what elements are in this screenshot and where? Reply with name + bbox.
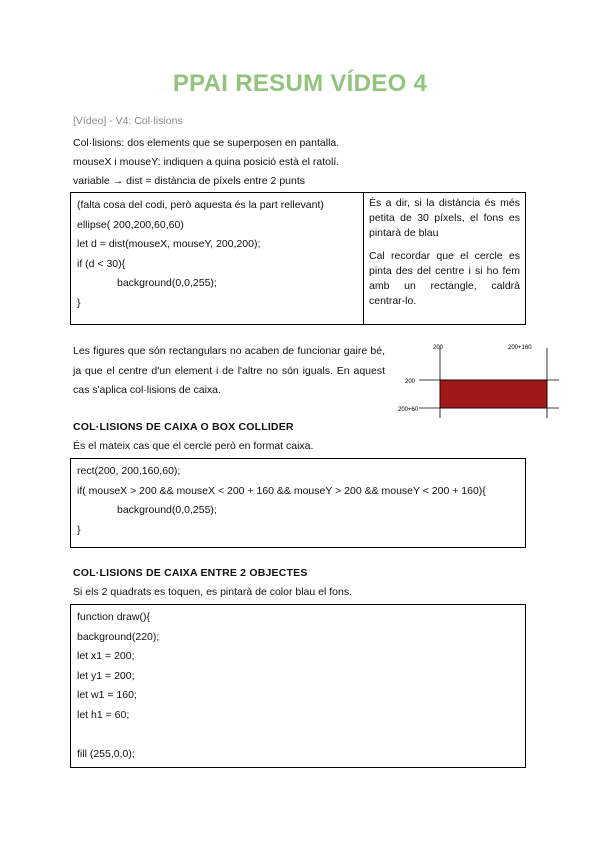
code-line: if (d < 30){ bbox=[77, 257, 126, 270]
note-cell bbox=[369, 196, 520, 309]
diagram-label: 200 bbox=[433, 345, 444, 351]
note-text: Cal recordar que el cercle es pinta des del centre i si ho fem amb un rectangle, caldrà centrar-lo. bbox=[369, 250, 520, 307]
code-line: fill (255,0,0); bbox=[77, 747, 135, 760]
code-line: function draw(){ bbox=[77, 611, 150, 623]
code-line: background(0,0,255); bbox=[117, 277, 217, 289]
code-line: let h1 = 60; bbox=[77, 708, 130, 721]
diagram-label: 200+160 bbox=[508, 345, 532, 351]
diagram-rectangle bbox=[440, 380, 547, 408]
subtitle: [Vídeo] - V4: Col·lisions bbox=[73, 115, 183, 127]
diagram-label: 200 bbox=[405, 379, 416, 385]
code-cell bbox=[77, 196, 361, 313]
code-line: let w1 = 160; bbox=[77, 689, 137, 701]
code-cell bbox=[77, 462, 486, 540]
table-divider bbox=[363, 193, 364, 324]
code-table bbox=[70, 192, 526, 325]
code-line: (falta cosa del codi, però aquesta és la part rellevant) bbox=[77, 199, 324, 211]
intro-line: Col·lisions: dos elements que se superposen en pantalla. bbox=[73, 137, 340, 149]
code-line: let x1 = 200; bbox=[77, 650, 135, 662]
code-line: let y1 = 200; bbox=[77, 669, 135, 682]
code-line: ellipse( 200,200,60,60) bbox=[77, 218, 184, 231]
code-line: let d = dist(mouseX, mouseY, 200,200); bbox=[77, 238, 261, 250]
note-text: És a dir, si la distància és més petita de 30 píxels, el fons es pintarà de blau bbox=[369, 197, 520, 239]
section-heading: COL·LISIONS DE CAIXA ENTRE 2 OBJECTES bbox=[73, 567, 308, 579]
paragraph: Les figures que són rectangulars no acaben de funcionar gaire bé, ja que el centre d'un element i de l'altre no són iguals. En aquest cas s'aplica col·lisions de caixa. bbox=[73, 345, 385, 396]
section-text: És el mateix cas que el cercle però en format caixa. bbox=[73, 440, 314, 452]
section-heading: COL·LISIONS DE CAIXA O BOX COLLIDER bbox=[73, 421, 294, 433]
code-box bbox=[70, 458, 526, 548]
code-line bbox=[77, 725, 159, 745]
intro-line: variable → dist = distància de píxels entre 2 punts bbox=[73, 175, 306, 187]
diagram-label: 200+60 bbox=[398, 407, 419, 413]
code-line: } bbox=[77, 523, 81, 536]
code-line: background(220); bbox=[77, 630, 160, 643]
code-line: background(0,0,255); bbox=[117, 504, 217, 516]
box-collision-diagram bbox=[397, 340, 559, 418]
page-title: PPAI RESUM VÍDEO 4 bbox=[172, 70, 428, 97]
code-box bbox=[70, 604, 526, 768]
section-text: Si els 2 quadrats es toquen, es pintarà de color blau el fons. bbox=[73, 586, 353, 598]
code-cell bbox=[77, 608, 159, 764]
code-line: rect(200, 200,160,60); bbox=[77, 465, 181, 477]
code-line: if( mouseX > 200 && mouseX < 200 + 160 && mouseY > 200 && mouseY < 200 + 160){ bbox=[77, 484, 486, 497]
code-line: } bbox=[77, 296, 81, 309]
intro-line: mouseX i mouseY: indiquen a quina posició està el ratolí. bbox=[73, 156, 340, 168]
